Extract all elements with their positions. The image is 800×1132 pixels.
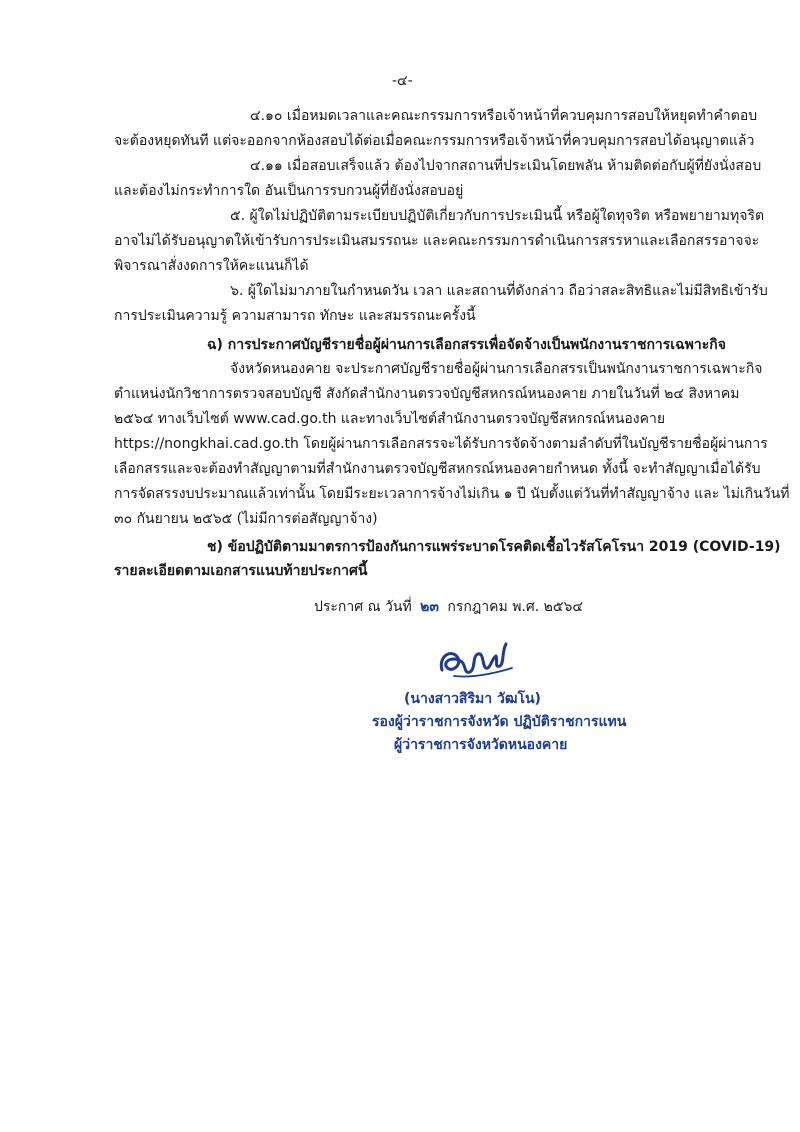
section-ch-line2: รายละเอียดตามเอกสารแนบท้ายประกาศนี้ <box>114 563 368 579</box>
section-cho-line2: ตำแหน่งนักวิชาการตรวจสอบบัญชี สังกัดสำนักงานตรวจบัญชีสหกรณ์หนองคาย ภายในวันที่ ๒๔ สิงหาคม <box>114 386 740 402</box>
item-4-11-line2: และต้องไม่กระทำการใด อันเป็นการรบกวนผู้ที่ยังนั่งสอบอยู่ <box>114 183 464 199</box>
announcement-rest: กรกฎาคม พ.ศ. ๒๕๖๔ <box>447 599 583 615</box>
item-4-10-line2: จะต้องหยุดทันที แต่จะออกจากห้องสอบได้ต่อเมื่อคณะกรรมการหรือเจ้าหน้าที่ควบคุมการสอบได้อนุญาตแล้ว <box>114 133 755 149</box>
item-6-line2: การประเมินความรู้ ความสามารถ ทักษะ และสมรรถนะครั้งนี้ <box>114 308 476 324</box>
section-cho-line6: การจัดสรรงบประมาณแล้วเท่านั้น โดยมีระยะเวลาการจ้างไม่เกิน ๑ ปี นับตั้งแต่วันที่ทำสัญญาจ้าง และ ไม่เกินวันที่ <box>114 486 790 502</box>
page-number: -๔- <box>392 73 413 89</box>
handwritten-signature <box>432 638 522 684</box>
section-cho-line7: ๓๐ กันยายน ๒๕๖๕ (ไม่มีการต่อสัญญาจ้าง) <box>114 511 378 527</box>
item-4-11-line1: ๔.๑๑ เมื่อสอบเสร็จแล้ว ต้องไปจากสถานที่ประเมินโดยพลัน ห้ามติดต่อกับผู้ที่ยังนั่งสอบ <box>250 158 762 174</box>
announcement-prefix: ประกาศ ณ วันที่ <box>314 599 412 615</box>
signer-title-1: รองผู้ว่าราชการจังหวัด ปฏิบัติราชการแทน <box>372 714 627 730</box>
section-ch-heading: ช) ข้อปฏิบัติตามมาตรการป้องกันการแพร่ระบาดโรคติดเชื้อไวรัสโคโรนา 2019 (COVID-19) <box>207 539 781 555</box>
signer-name: (นางสาวสิริมา วัฒโน) <box>404 691 541 707</box>
item-5-line1: ๕. ผู้ใดไม่ปฏิบัติตามระเบียบปฏิบัติเกี่ยวกับการประเมินนี้ หรือผู้ใดทุจริต หรือพยายามทุจริต <box>230 208 765 224</box>
section-cho-line5: เลือกสรรและจะต้องทำสัญญาตามที่สำนักงานตรวจบัญชีสหกรณ์หนองคายกำหนด ทั้งนี้ จะทำสัญญาเมื่อได้รับ <box>114 461 761 477</box>
item-5-line2: อาจไม่ได้รับอนุญาตให้เข้ารับการประเมินสมรรถนะ และคณะกรรมการดำเนินการสรรหาและเลือกสรรอาจจะ <box>114 233 760 249</box>
section-cho-heading: ฉ) การประกาศบัญชีรายชื่อผู้ผ่านการเลือกสรรเพื่อจัดจ้างเป็นพนักงานราชการเฉพาะกิจ <box>207 337 726 353</box>
section-cho-line1: จังหวัดหนองคาย จะประกาศบัญชีรายชื่อผู้ผ่านการเลือกสรรเป็นพนักงานราชการเฉพาะกิจ <box>230 361 763 377</box>
item-6-line1: ๖. ผู้ใดไม่มาภายในกำหนดวัน เวลา และสถานที่ดังกล่าว ถือว่าสละสิทธิและไม่มีสิทธิเข้ารับ <box>230 283 768 299</box>
item-4-10-line1: ๔.๑๐ เมื่อหมดเวลาและคณะกรรมการหรือเจ้าหน้าที่ควบคุมการสอบให้หยุดทำคำตอบ <box>250 108 758 124</box>
section-cho-line4: https://nongkhai.cad.go.th โดยผู้ผ่านการเลือกสรรจะได้รับการจัดจ้างตามลำดับที่ในบัญชีรายชื่อผู้ผ่านการ <box>114 436 768 452</box>
signer-title-2: ผู้ว่าราชการจังหวัดหนองคาย <box>394 737 568 753</box>
section-cho-line3: ๒๕๖๔ ทางเว็บไซต์ www.cad.go.th และทางเว็บไซต์สำนักงานตรวจบัญชีสหกรณ์หนองคาย <box>114 411 666 427</box>
announcement-day: ๒๓ <box>420 599 439 615</box>
announcement-date <box>314 598 583 616</box>
item-5-line3: พิจารณาสั่งงดการให้คะแนนก็ได้ <box>114 258 309 274</box>
